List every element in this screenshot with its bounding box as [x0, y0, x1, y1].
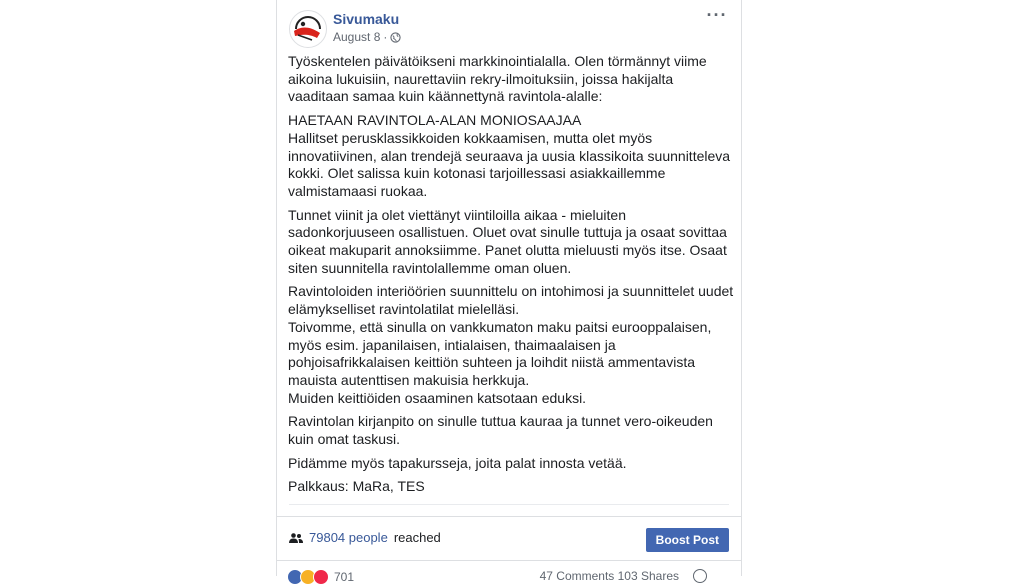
love-reaction-icon	[313, 569, 329, 585]
post-paragraph-1: Työskentelen päivätöikseni markkinointialalla. Olen törmännyt viime aikoina lukuisiin, naurettaviin rekry-ilmoituksiin, joissa hakijalta vaaditaan samaa kuin käännettynä ravintola-alalle:	[288, 53, 707, 105]
post-header	[289, 5, 729, 50]
post-footer	[277, 560, 741, 584]
page-avatar[interactable]	[289, 10, 327, 48]
post-date[interactable]: August 8	[333, 30, 381, 44]
post-meta	[333, 30, 401, 44]
reach-summary	[289, 530, 441, 545]
post-paragraph-3: Tunnet viinit ja olet viettänyt viintiloilla aikaa - mieluiten sadonkorjuuseen osallistuen. Oluet ovat sinulle tuttuja ja osaat sovittaa oikeat makuparit annoksiimme. Panet oluttа mieluusti myös itse. Osaat siten suunnitella ravintolallemme oman oluen.	[288, 206, 727, 276]
globe-icon[interactable]	[390, 32, 401, 43]
post-content	[288, 53, 734, 502]
people-icon	[289, 533, 303, 543]
sivumaku-logo-icon	[290, 11, 326, 47]
post-paragraph-2: HAETAAN RAVINTOLA-ALAN MONIOSAAJAA Hallitset perusklassikkoiden kokkaamisen, mutta olet myös innovatiivinen, alan trendejä seuraava ja uusia klassikoita suunnitteleva kokki. Olet salissa kuin kotonasi tarjoillessasi asiakkaillemme valmistamaasi ruokaa.	[288, 112, 731, 199]
page-name-link[interactable]: Sivumaku	[333, 11, 400, 27]
more-options-icon[interactable]: ···	[706, 5, 728, 25]
post-paragraph-4: Ravintoloiden interiöörien suunnittelu on intohimosi ja suunnittelet uudet elämykselliset ravintolatilat mielelläsi. Toivomme, että sinulla on vankkumaton maku paitsi eurooppalaisen, myös esim. japanilaisen, intialaisen, thaimaalaisen ja pohjoisafrikkalaisen keittiön suhteen ja loihdit niistä ammentavista mauista autenttisen makuisia herkkuja. Muiden keittiöiden osaaminen katsotaan eduksi.	[288, 283, 734, 406]
boost-post-button[interactable]: Boost Post	[646, 528, 729, 552]
reach-label: reached	[393, 530, 441, 545]
viewer-avatar-icon[interactable]	[693, 569, 707, 583]
post-paragraph-5: Ravintolan kirjanpito on sinulle tuttua kauraa ja tunnet vero-oikeuden kuin omat taskusi.	[288, 413, 713, 448]
post-paragraph-6: Pidämme myös tapakursseja, joita palat innosta vetää.	[288, 454, 627, 471]
insights-bar	[277, 516, 741, 561]
reach-count-link[interactable]: 79804 people	[309, 530, 388, 545]
reaction-count[interactable]: 701	[334, 570, 355, 584]
post-paragraph-7: Palkkaus: MaRa, TES	[288, 478, 425, 495]
facebook-post	[276, 0, 742, 584]
comments-shares-count[interactable]: 47 Comments 103 Shares	[539, 569, 679, 583]
content-divider	[289, 504, 729, 505]
meta-separator: ·	[383, 30, 388, 44]
reactions-summary[interactable]	[287, 569, 354, 585]
